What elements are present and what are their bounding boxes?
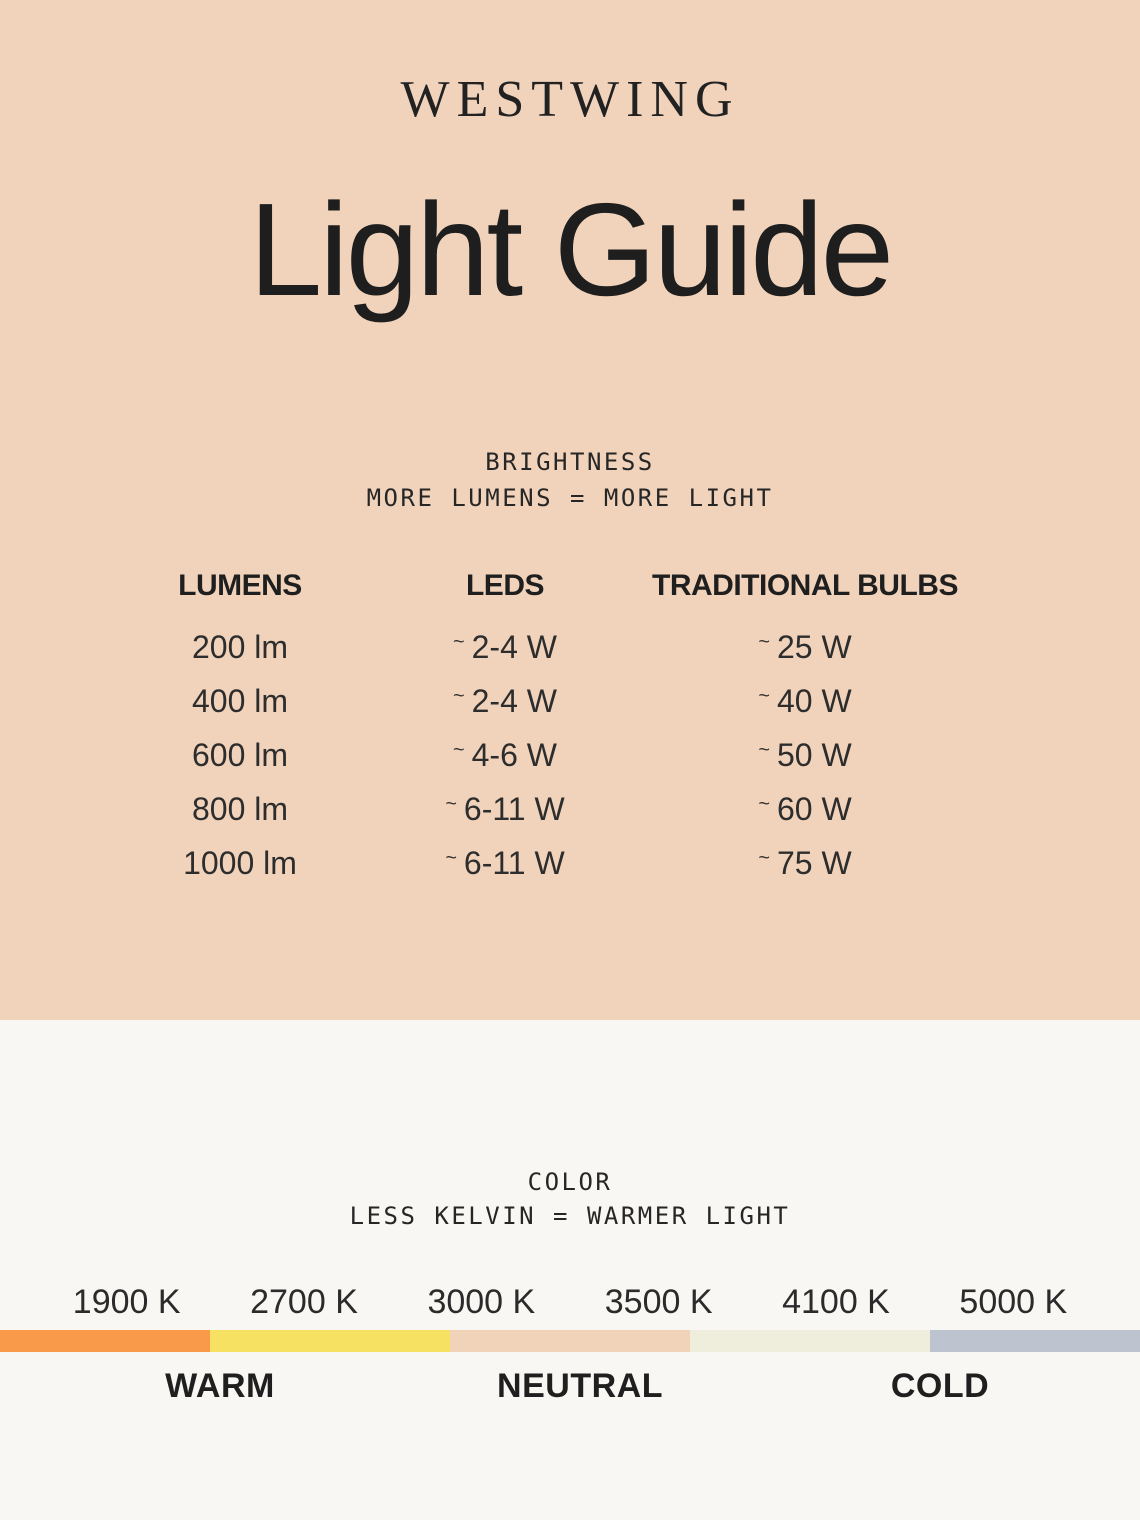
approx-symbol: ~: [445, 792, 457, 815]
lumens-value: 1000 lm: [183, 844, 297, 881]
table-row: [0, 836, 1140, 890]
color-heading: COLOR: [527, 1168, 613, 1196]
traditional-value: [630, 737, 980, 774]
kelvin-color-scale-bar: [0, 1330, 1140, 1352]
column-header-leds: LEDS: [465, 569, 544, 602]
lumen-table-body: [0, 620, 1140, 890]
kelvin-label: 1900 K: [72, 1283, 181, 1321]
traditional-watts: 25 W: [776, 628, 852, 665]
temperature-label-warm: WARM: [165, 1367, 275, 1405]
scale-segment-neutral-cool: [690, 1330, 930, 1352]
traditional-value: [630, 845, 980, 882]
traditional-watts: 50 W: [776, 736, 852, 773]
scale-segment-cold: [930, 1330, 1140, 1352]
lumens-value: 800 lm: [191, 790, 289, 827]
leds-value: [380, 683, 630, 720]
approx-symbol: ~: [758, 846, 770, 869]
traditional-value: [630, 629, 980, 666]
kelvin-label: 4100 K: [782, 1283, 890, 1321]
approx-symbol: ~: [758, 684, 770, 707]
approx-symbol: ~: [758, 738, 770, 761]
lumen-table: [0, 566, 1140, 890]
kelvin-label: 3000 K: [427, 1283, 536, 1321]
traditional-value: [630, 683, 980, 720]
approx-symbol: ~: [758, 630, 770, 653]
leds-watts: 6-11 W: [463, 844, 565, 881]
approx-symbol: ~: [758, 792, 770, 815]
lumens-value: 600 lm: [191, 736, 289, 773]
table-row: [0, 728, 1140, 782]
traditional-value: [630, 791, 980, 828]
column-header-lumens: LUMENS: [178, 569, 302, 602]
leds-value: [380, 791, 630, 828]
brand-logo: WESTWING: [400, 71, 740, 128]
leds-value: [380, 845, 630, 882]
lumens-value: 400 lm: [191, 682, 289, 719]
leds-value: [380, 629, 630, 666]
kelvin-label: 2700 K: [250, 1283, 358, 1321]
approx-symbol: ~: [453, 738, 465, 761]
leds-value: [380, 737, 630, 774]
table-row: [0, 620, 1140, 674]
scale-segment-warm: [210, 1330, 450, 1352]
kelvin-label: 3500 K: [604, 1283, 713, 1321]
brightness-heading: BRIGHTNESS: [485, 448, 655, 476]
scale-segment-very-warm: [0, 1330, 210, 1352]
temperature-label-neutral: NEUTRAL: [497, 1367, 663, 1405]
traditional-watts: 60 W: [776, 790, 852, 827]
leds-watts: 6-11 W: [463, 790, 565, 827]
leds-watts: 2-4 W: [471, 628, 557, 665]
color-subheading: LESS KELVIN = WARMER LIGHT: [349, 1202, 791, 1230]
traditional-watts: 40 W: [776, 682, 852, 719]
brightness-heading-block: [0, 444, 1140, 516]
table-row: [0, 674, 1140, 728]
lumens-value: 200 lm: [191, 628, 289, 665]
kelvin-labels-row: [0, 1280, 1140, 1324]
approx-symbol: ~: [453, 630, 465, 653]
temperature-label-cold: COLD: [890, 1367, 990, 1405]
kelvin-label: 5000 K: [959, 1283, 1068, 1321]
approx-symbol: ~: [453, 684, 465, 707]
scale-segment-warm-neutral: [450, 1330, 690, 1352]
leds-watts: 4-6 W: [471, 736, 557, 773]
leds-watts: 2-4 W: [471, 682, 557, 719]
temperature-labels-row: [0, 1366, 1140, 1406]
column-header-traditional-bulbs: TRADITIONAL BULBS: [652, 569, 958, 602]
color-section: [0, 1020, 1140, 1520]
table-row: [0, 782, 1140, 836]
lumen-table-header-row: [0, 566, 1140, 606]
traditional-watts: 75 W: [776, 844, 852, 881]
brightness-subheading: MORE LUMENS = MORE LIGHT: [366, 484, 774, 512]
color-heading-block: [0, 1165, 1140, 1233]
page-title: Light Guide: [248, 176, 892, 323]
approx-symbol: ~: [445, 846, 457, 869]
